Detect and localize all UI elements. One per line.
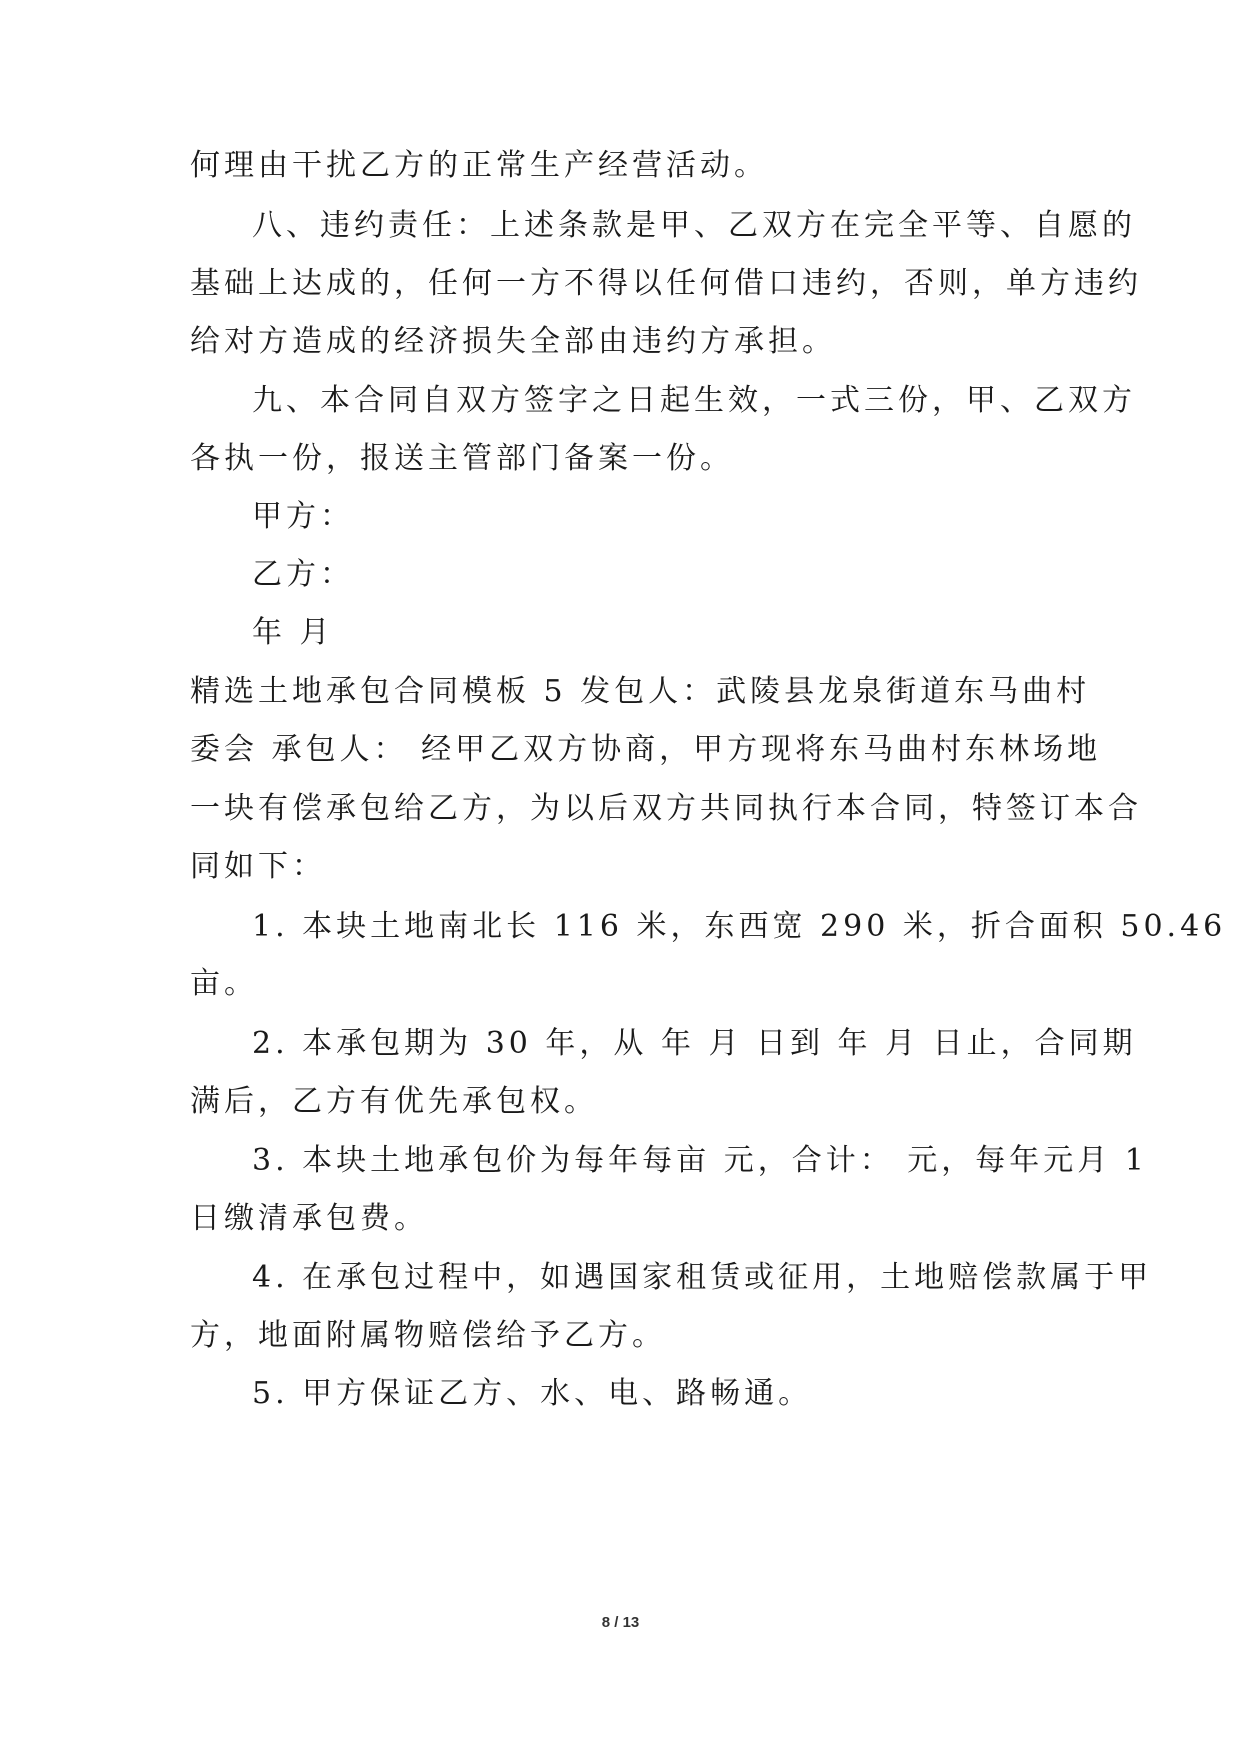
clause-5-line: 5. 甲方保证乙方、水、电、路畅通。: [252, 1376, 813, 1411]
text-line: 日缴清承包费。: [190, 1201, 428, 1236]
text-line: 同如下：: [190, 849, 326, 884]
text-line: 亩。: [190, 966, 258, 1001]
clause-2-line: 2. 本承包期为 30 年，从 年 月 日到 年 月 日止，合同期: [252, 1026, 1137, 1061]
date-label: 年 月: [252, 615, 334, 650]
text-line: 委会 承包人： 经甲乙双方协商，甲方现将东马曲村东林场地: [190, 732, 1102, 767]
party-a-label: 甲方：: [252, 499, 354, 534]
contract-title-line: 精选土地承包合同模板 5 发包人：武陵县龙泉街道东马曲村: [190, 674, 1091, 709]
page-number: 8 / 13: [601, 1614, 640, 1631]
text-line: 方，地面附属物赔偿给予乙方。: [190, 1318, 666, 1353]
party-b-label: 乙方：: [252, 557, 354, 592]
text-line: 满后，乙方有优先承包权。: [190, 1084, 598, 1119]
clause-9-line: 九、本合同自双方签字之日起生效，一式三份，甲、乙双方: [252, 383, 1136, 418]
text-line: 何理由干扰乙方的正常生产经营活动。: [190, 148, 768, 183]
clause-4-line: 4. 在承包过程中，如遇国家租赁或征用，土地赔偿款属于甲: [252, 1260, 1153, 1295]
text-line: 基础上达成的，任何一方不得以任何借口违约，否则，单方违约: [190, 266, 1142, 301]
text-line: 各执一份，报送主管部门备案一份。: [190, 441, 734, 476]
text-line: 一块有偿承包给乙方，为以后双方共同执行本合同，特签订本合: [190, 791, 1142, 826]
text-line: 给对方造成的经济损失全部由违约方承担。: [190, 324, 836, 359]
clause-3-line: 3. 本块土地承包价为每年每亩 元，合计： 元，每年元月 1: [252, 1143, 1148, 1178]
clause-8-line: 八、违约责任：上述条款是甲、乙双方在完全平等、自愿的: [252, 208, 1136, 243]
clause-1-line: 1. 本块土地南北长 116 米，东西宽 290 米，折合面积 50.46: [252, 909, 1227, 944]
